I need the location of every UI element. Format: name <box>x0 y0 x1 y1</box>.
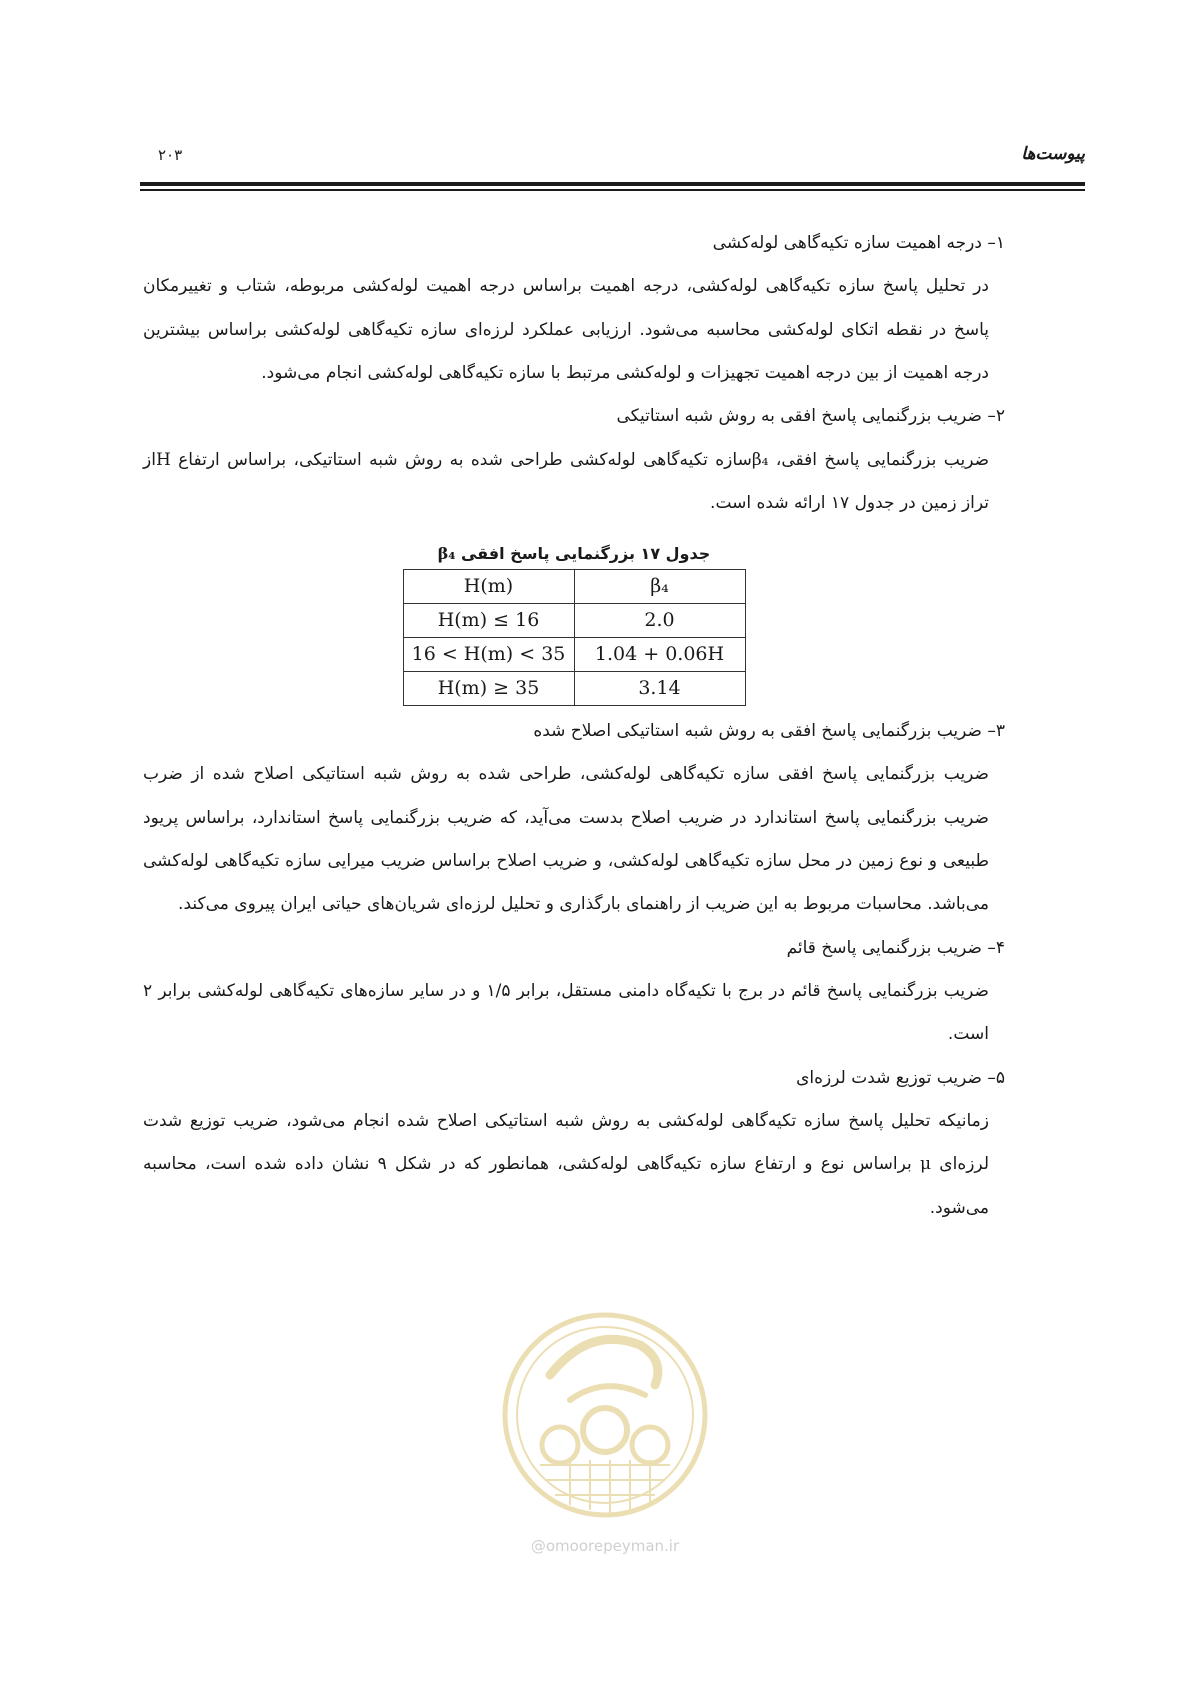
page-body <box>143 222 1005 1230</box>
table-caption-symbol: β₄ <box>437 544 456 564</box>
watermark-logo <box>490 1305 720 1555</box>
running-title: پیوست‌ها <box>1021 144 1085 164</box>
table-cell: 3.14 <box>574 672 745 706</box>
section-5-text-a: زمانیکه تحلیل پاسخ سازه تکیه‌گاهی لوله‌کشی به روش شبه استاتیکی اصلاح شده انجام می‌شود، ضریب توزیع شدت لرزه‌ای <box>143 1111 989 1175</box>
section-4-body: ضریب بزرگنمایی پاسخ قائم در برج با تکیه‌گاه دامنی مستقل، برابر ۱/۵ و در سایر سازه‌های تکیه‌گاهی لوله‌کشی برابر ۲ است. <box>143 981 989 1045</box>
header-rule-thick <box>140 182 1085 186</box>
table-row <box>403 672 745 706</box>
watermark-site: @omoorepeyman.ir <box>530 1537 680 1555</box>
section-2-text-b: سازه تکیه‌گاهی لوله‌کشی طراحی شده به روش شبه استاتیکی، براساس ارتفاع <box>170 449 752 470</box>
table-caption <box>143 541 1005 567</box>
section-3-body: ضریب بزرگنمایی پاسخ افقی سازه تکیه‌گاهی لوله‌کشی، طراحی شده به روش شبه استاتیکی اصلاح شده از ضرب ضریب بزرگنمایی پاسخ استاندارد در ضریب اصلاح بدست می‌آید، که ضریب بزرگنمایی پاسخ استاندارد، براساس پریود طبیعی و نوع زمین در محل سازه تکیه‌گاهی لوله‌کشی، و ضریب اصلاح براساس ضریب میرایی سازه تکیه‌گاهی لوله‌کشی می‌باشد. محاسبات مربوط به این ضریب از راهنمای بارگذاری و تحلیل لرزه‌ای شریان‌های حیاتی ایران پیروی می‌کند. <box>143 764 989 915</box>
table-cell: 2.0 <box>574 604 745 638</box>
table-header-row <box>403 570 745 604</box>
h-symbol: H <box>155 449 171 470</box>
table-header-cell: H(m) <box>403 570 574 604</box>
section-2-body <box>143 439 1005 526</box>
header-rule-thin <box>140 189 1085 191</box>
section-2-heading: ۲– ضریب بزرگنمایی پاسخ افقی به روش شبه استاتیکی <box>616 406 1005 427</box>
mu-symbol: μ <box>919 1154 932 1175</box>
page-header <box>140 140 1085 170</box>
beta-symbol: β₄ <box>751 449 769 470</box>
section-1-heading: ۱– درجه اهمیت سازه تکیه‌گاهی لوله‌کشی <box>712 233 1005 253</box>
table-cell: H(m) ≤ 16 <box>403 604 574 638</box>
table-header-cell: β₄ <box>574 570 745 604</box>
section-3-heading: ۳– ضریب بزرگنمایی پاسخ افقی به روش شبه استاتیکی اصلاح شده <box>533 721 1005 741</box>
section-2-text-c: از تراز زمین در جدول ۱۷ ارائه شده است. <box>143 449 989 514</box>
watermark-seal-icon <box>490 1305 720 1535</box>
section-2-text-a: ضریب بزرگنمایی پاسخ افقی، <box>768 449 990 470</box>
section-5-text-b: براساس نوع و ارتفاع سازه تکیه‌گاهی لوله‌کشی، همانطور که در شکل ۹ نشان داده شده است، محاسبه می‌شود. <box>143 1154 989 1218</box>
section-1-body: در تحلیل پاسخ سازه تکیه‌گاهی لوله‌کشی، درجه اهمیت براساس درجه اهمیت لوله‌کشی مربوطه، شتاب و تغییرمکان پاسخ در نقطه اتکای لوله‌کشی محاسبه می‌شود. ارزیابی عملکرد لرزه‌ای سازه تکیه‌گاهی لوله‌کشی براساس بیشترین درجه اهمیت از بین درجه اهمیت تجهیزات و لوله‌کشی مرتبط با سازه تکیه‌گاهی لوله‌کشی انجام می‌شود. <box>143 276 989 384</box>
table-cell: 16 < H(m) < 35 <box>403 638 574 672</box>
section-5-heading: ۵– ضریب توزیع شدت لرزه‌ای <box>796 1067 1005 1088</box>
table-17 <box>143 541 1005 706</box>
table-caption-text: جدول ۱۷ بزرگنمایی پاسخ افقی <box>455 544 711 564</box>
table-row <box>403 638 745 672</box>
amplification-table <box>403 569 746 706</box>
table-cell: 1.04 + 0.06H <box>574 638 745 672</box>
table-cell: H(m) ≥ 35 <box>403 672 574 706</box>
page-number: ۲۰۳ <box>158 146 183 164</box>
table-row <box>403 604 745 638</box>
section-5-body <box>143 1100 1005 1230</box>
section-4-heading: ۴– ضریب بزرگنمایی پاسخ قائم <box>786 937 1005 958</box>
